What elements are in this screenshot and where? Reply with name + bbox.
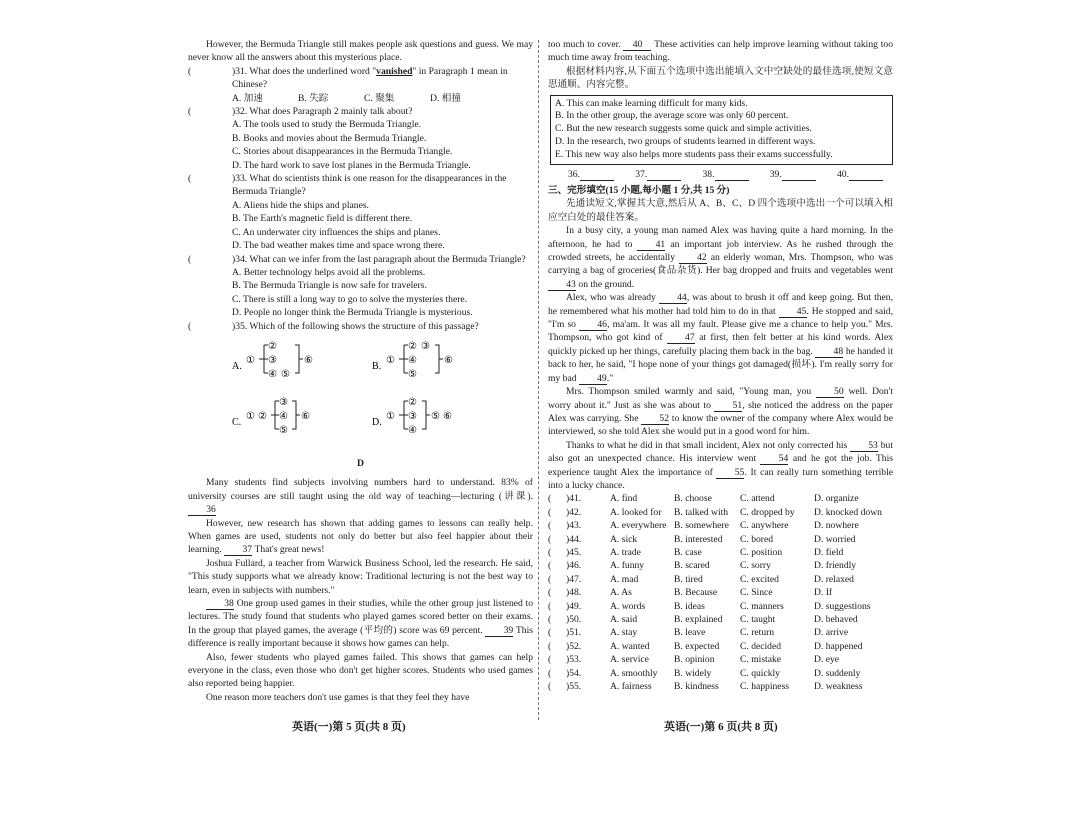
blank-44[interactable]: 44 (659, 292, 687, 304)
answer-paren: ( (188, 65, 192, 77)
option-a[interactable]: A. words (610, 600, 646, 612)
blank-37[interactable]: 37 (224, 544, 252, 556)
cloze-question-48 (548, 586, 893, 599)
q32-option-a: A. The tools used to study the Bermuda Triangle. (232, 119, 422, 131)
cloze-question-51 (548, 626, 893, 639)
blank-40[interactable]: 40 (623, 39, 651, 51)
section-d-title: D (357, 457, 364, 469)
svg-text:③: ③ (421, 340, 430, 352)
cloze-question-55 (548, 680, 893, 693)
svg-text:⑥: ⑥ (301, 410, 310, 422)
answer-paren: ( (548, 681, 552, 693)
q31-options: A. 加速 B. 失踪 C. 聚集 D. 相撞 (232, 92, 461, 104)
answer-paren: ( (548, 587, 552, 599)
option-c[interactable]: C. dropped by (740, 506, 795, 518)
blank-43[interactable]: 43 (548, 279, 576, 291)
question-number: )54. (566, 667, 582, 679)
answer-slot-36[interactable]: 36. (568, 168, 614, 181)
option-d[interactable]: D. weakness (814, 681, 863, 693)
passage-d-paragraph-5: Also, fewer students who played games failed. This shows that games can help everyone in the class, even those who don't get higher scores. Students who used games also reported being happier. (188, 651, 533, 690)
structure-diagram-a (228, 335, 338, 387)
svg-text:③: ③ (268, 354, 277, 366)
blank-45[interactable]: 45 (779, 306, 807, 318)
section-3-instructions: 先通读短文,掌握其大意,然后从 A、B、C、D 四个选项中选出一个可以填入相应空白处的最佳答案。 (548, 198, 893, 223)
option-d[interactable]: D. behaved (814, 614, 858, 626)
box-option-c: C. But the new research suggests some quick and simple activities. (555, 123, 812, 135)
option-b[interactable]: B. leave (674, 627, 706, 639)
section-3-heading: 三、完形填空(15 小题,每小题 1 分,共 15 分) (548, 185, 730, 197)
svg-text:③: ③ (408, 410, 417, 422)
answer-slot-40[interactable]: 40. (837, 168, 883, 181)
blank-42[interactable]: 42 (679, 252, 707, 264)
svg-text:①: ① (246, 354, 255, 366)
svg-text:①: ① (246, 410, 255, 422)
box-option-a: A. This can make learning difficult for many kids. (555, 97, 748, 109)
question-number: )42. (566, 506, 582, 518)
option-d[interactable]: D. organize (814, 493, 859, 505)
option-c[interactable]: C. attend (740, 493, 775, 505)
cloze-question-45 (548, 546, 893, 559)
question-number: )51. (566, 627, 582, 639)
cloze-paragraph-2: Alex, who was already 44, was about to brush it off and keep going. But then, he remembered what his mother had told him to do in that 45. He stopped and said, "I'm so 46, ma'am. It was all my fault. Please give me a chance to help you." Mrs. Thompson, who got kind of 47 at first, then felt better at his kind words. Alex quickly picked up her things, carefully placing them back in the bag. 48 he handed it back to her, he said, "I hope none of your things got damaged(损坏). I'm really sorry for my bad 49." (548, 292, 893, 384)
option-b[interactable]: B. somewhere (674, 520, 729, 532)
svg-text:⑤: ⑤ (279, 424, 288, 436)
q34-option-b: B. The Bermuda Triangle is now safe for travelers. (232, 280, 427, 292)
blank-39[interactable]: 39 (485, 625, 513, 637)
question-number: )52. (566, 640, 582, 652)
option-d[interactable]: D. suggestions (814, 600, 871, 612)
option-b[interactable]: B. case (674, 546, 702, 558)
cloze-question-53 (548, 653, 893, 666)
cloze-question-42 (548, 506, 893, 519)
underlined-word: vanished (376, 65, 413, 77)
structure-diagram-d (368, 391, 488, 443)
cloze-options-list (548, 492, 893, 693)
svg-text:④: ④ (408, 354, 417, 366)
blank-52[interactable]: 52 (641, 413, 669, 425)
option-a[interactable]: A. everywhere (610, 520, 667, 532)
option-c[interactable]: C. bored (740, 533, 774, 545)
question-number: )43. (566, 520, 582, 532)
question-35: ( )35. Which of the following shows the structure of this passage? (188, 320, 479, 332)
blank-36[interactable]: 36 (188, 504, 216, 516)
option-a[interactable]: A. wanted (610, 640, 650, 652)
passage-d-paragraph-2: However, new research has shown that adding games to lessons can really help. When games are used, students not only do better but also feel happier about their learning. 37 That's great news! (188, 517, 533, 556)
svg-text:②: ② (408, 340, 417, 352)
svg-text:②: ② (258, 410, 267, 422)
option-c[interactable]: C. decided (740, 640, 782, 652)
svg-text:⑥: ⑥ (304, 354, 313, 366)
option-b[interactable]: B. talked with (674, 506, 729, 518)
option-a[interactable]: A. mad (610, 573, 639, 585)
cloze-paragraph-3: Mrs. Thompson smiled warmly and said, "Young man, you 50 well. Don't worry about it." Just as she was about to 51, she noticed the address on the paper Alex was carrying. She 52 to know the owner of the company where Alex would be interviewed, so she told Alex she would put in a good word for him. (548, 386, 894, 438)
option-b[interactable]: B. kindness (674, 681, 719, 693)
answer-paren: ( (548, 573, 552, 585)
box-option-b: B. In the other group, the average score was only 60 percent. (555, 110, 789, 122)
cloze-paragraph-1: In a busy city, a young man named Alex was having quite a hard morning. In the afternoon, he had to 41 an important job interview. As he rushed through the crowded streets, he accidentally 42 an elderly woman, Mrs. Thompson, who was carrying a bag of groceries(食品杂货). Her bag dropped and fruits and vegetables went 43 on the ground. (548, 225, 894, 290)
option-a[interactable]: A. stay (610, 627, 638, 639)
option-a[interactable]: A. As (610, 587, 632, 599)
svg-text:④: ④ (279, 410, 288, 422)
option-d[interactable]: D. suddenly (814, 667, 861, 679)
q33-option-d: D. The bad weather makes time and space wrong there. (232, 240, 445, 252)
q32-option-d: D. The hard work to save lost planes in the Bermuda Triangle. (232, 159, 471, 171)
option-c[interactable]: C. manners (740, 600, 784, 612)
option-b[interactable]: B. widely (674, 667, 712, 679)
svg-text:③: ③ (279, 396, 288, 408)
option-a[interactable]: A. looked for (610, 506, 662, 518)
svg-text:⑥: ⑥ (443, 410, 452, 422)
svg-text:⑤: ⑤ (408, 368, 417, 380)
page-footer-left: 英语(一)第 5 页(共 8 页) (292, 721, 406, 733)
option-d[interactable]: D. field (814, 546, 844, 558)
svg-text:①: ① (386, 354, 395, 366)
passage-d-paragraph-4: 38 One group used games in their studies, while the other group just listened to lectures. The study found that students who played games scored better on their exams. In the group that played games, the average (平均的) score was 69 percent. 39 This difference is really important because it shows how games can help. (188, 598, 533, 650)
blank-38[interactable]: 38 (206, 598, 234, 610)
q32-option-c: C. Stories about disappearances in the Bermuda Triangle. (232, 146, 453, 158)
answer-paren: ( (548, 520, 552, 532)
option-b[interactable]: B. Because (674, 587, 718, 599)
cloze-question-44 (548, 533, 893, 546)
answer-row-36-40 (548, 168, 893, 181)
blank-41[interactable]: 41 (637, 239, 665, 251)
left-page (188, 38, 533, 704)
blank-48[interactable]: 48 (815, 346, 843, 358)
answer-paren: ( (548, 600, 552, 612)
answer-paren: ( (548, 493, 552, 505)
structure-diagrams (188, 335, 533, 447)
svg-text:D.: D. (372, 416, 382, 428)
option-c[interactable]: C. sorry (740, 560, 771, 572)
option-b[interactable]: B. expected (674, 640, 720, 652)
option-a[interactable]: A. smoothly (610, 667, 658, 679)
passage-c-last-paragraph: However, the Bermuda Triangle still makes people ask questions and guess. We may never know all the answers about this mysterious place. (188, 39, 533, 64)
svg-text:④: ④ (268, 368, 277, 380)
right-page (548, 38, 893, 693)
question-33: ( )33. What do scientists think is one reason for the disappearances in the Bermuda Triangle? (188, 173, 507, 198)
svg-text:②: ② (268, 340, 277, 352)
option-a[interactable]: A. find (610, 493, 638, 505)
blank-49[interactable]: 49 (579, 373, 607, 385)
option-a[interactable]: A. sick (610, 533, 638, 545)
structure-diagram-b (368, 335, 478, 387)
question-number: )44. (566, 533, 582, 545)
option-a[interactable]: A. said (610, 614, 638, 626)
page-divider (538, 40, 539, 720)
svg-text:⑤: ⑤ (431, 410, 440, 422)
option-c[interactable]: C. anywhere (740, 520, 789, 532)
question-number: )47. (566, 573, 582, 585)
q33-option-a: A. Aliens hide the ships and planes. (232, 199, 369, 211)
option-c[interactable]: C. return (740, 627, 775, 639)
blank-55[interactable]: 55 (716, 467, 744, 479)
option-a[interactable]: A. fairness (610, 681, 652, 693)
option-c[interactable]: C. taught (740, 614, 776, 626)
option-b[interactable]: B. tired (674, 573, 703, 585)
q34-option-d: D. People no longer think the Bermuda Triangle is mysterious. (232, 307, 473, 319)
passage-d-paragraph-3: Joshua Fullard, a teacher from Warwick Business School, led the research. He said, "This study supports what we already know: Traditional lecturing is not the best way to learn, even in subjects with numbers." (188, 557, 533, 596)
cloze-question-46 (548, 559, 893, 572)
question-number: )53. (566, 654, 582, 666)
option-c[interactable]: C. mistake (740, 654, 782, 666)
option-b[interactable]: B. explained (674, 614, 723, 626)
passage-d-end: too much to cover. 40 These activities can help improve learning without taking too much time away from teaching. (548, 39, 893, 64)
blank-51[interactable]: 51 (714, 400, 742, 412)
answer-slot-39[interactable]: 39. (770, 168, 816, 181)
option-d[interactable]: D. relaxed (814, 573, 854, 585)
question-34: ( )34. What can we infer from the last paragraph about the Bermuda Triangle? (188, 253, 526, 265)
answer-paren: ( (548, 654, 552, 666)
option-d[interactable]: D. worried (814, 533, 856, 545)
option-c[interactable]: C. happiness (740, 681, 790, 693)
answer-paren: ( (548, 546, 552, 558)
question-31: ( )31. What does the underlined word "vanished" in Paragraph 1 mean in Chinese? (188, 65, 508, 91)
q33-option-c: C. An underwater city influences the ships and planes. (232, 226, 441, 238)
option-b[interactable]: B. opinion (674, 654, 715, 666)
svg-text:C.: C. (232, 416, 242, 428)
answer-paren: ( (548, 667, 552, 679)
option-d[interactable]: D. happened (814, 640, 863, 652)
option-d[interactable]: D. friendly (814, 560, 857, 572)
page-footer-right: 英语(一)第 6 页(共 8 页) (664, 721, 778, 733)
option-b[interactable]: B. ideas (674, 600, 705, 612)
question-number: )45. (566, 546, 582, 558)
box-option-e: E. This new way also helps more students pass their exams successfully. (555, 148, 833, 160)
question-number: )50. (566, 614, 582, 626)
option-a[interactable]: A. service (610, 654, 649, 666)
cloze-question-50 (548, 613, 893, 626)
cloze-question-52 (548, 640, 893, 653)
cloze-question-54 (548, 667, 893, 680)
q34-option-c: C. There is still a long way to go to solve the mysteries there. (232, 293, 468, 305)
blank-53[interactable]: 53 (850, 440, 878, 452)
option-a[interactable]: A. trade (610, 546, 641, 558)
answer-paren: ( (548, 533, 552, 545)
option-d[interactable]: D. If (814, 587, 833, 599)
option-c[interactable]: C. excited (740, 573, 779, 585)
option-d[interactable]: D. arrive (814, 627, 849, 639)
question-number: )41. (566, 493, 582, 505)
question-number: )46. (566, 560, 582, 572)
box-option-d: D. In the research, two groups of students learned in different ways. (555, 136, 816, 148)
q34-option-a: A. Better technology helps avoid all the problems. (232, 266, 426, 278)
cloze-question-41 (548, 492, 893, 505)
passage-d-paragraph-1: Many students find subjects involving numbers hard to understand. 83% of university courses are still taught using the old way of teaching—lecturing (讲课). 36 (188, 477, 533, 516)
cloze-question-47 (548, 573, 893, 586)
svg-text:⑥: ⑥ (444, 354, 453, 366)
answer-paren: ( (548, 627, 552, 639)
question-number: )49. (566, 600, 582, 612)
section-instructions: 根据材料内容,从下面五个选项中选出能填入文中空缺处的最佳选项,使短文意思通顺、内容完整。 (548, 65, 893, 91)
answer-paren: ( (548, 640, 552, 652)
svg-text:④: ④ (408, 424, 417, 436)
option-c[interactable]: C. quickly (740, 667, 780, 679)
option-c[interactable]: C. position (740, 546, 783, 558)
option-a[interactable]: A. funny (610, 560, 645, 572)
option-d[interactable]: D. eye (814, 654, 840, 666)
answer-paren: ( (548, 614, 552, 626)
option-b[interactable]: B. choose (674, 493, 712, 505)
option-b[interactable]: B. scared (674, 560, 710, 572)
q33-option-b: B. The Earth's magnetic field is different there. (232, 213, 413, 225)
option-b[interactable]: B. interested (674, 533, 723, 545)
answer-slot-38[interactable]: 38. (703, 168, 749, 181)
answer-paren: ( (548, 506, 552, 518)
question-32: ( )32. What does Paragraph 2 mainly talk about? (188, 106, 413, 118)
blank-47[interactable]: 47 (667, 332, 695, 344)
question-number: )55. (566, 681, 582, 693)
blank-50[interactable]: 50 (816, 386, 844, 398)
option-d[interactable]: D. knocked down (814, 506, 882, 518)
svg-text:B.: B. (372, 360, 382, 372)
svg-text:⑤: ⑤ (281, 368, 290, 380)
cloze-question-43 (548, 519, 893, 532)
answer-slot-37[interactable]: 37. (635, 168, 681, 181)
cloze-paragraph-4: Thanks to what he did in that small incident, Alex not only corrected his 53 but also got an unexpected chance. His interview went 54 and he got the job. This experience taught Alex the importance of 55. It can really turn something terrible into a lucky chance. (548, 439, 893, 491)
answer-paren: ( (548, 560, 552, 572)
blank-46[interactable]: 46 (579, 319, 607, 331)
cloze-question-49 (548, 600, 893, 613)
q32-option-b: B. Books and movies about the Bermuda Triangle. (232, 132, 427, 144)
svg-text:①: ① (386, 410, 395, 422)
option-d[interactable]: D. nowhere (814, 520, 859, 532)
svg-text:A.: A. (232, 360, 242, 372)
question-number: )48. (566, 587, 582, 599)
structure-diagram-c (228, 391, 348, 443)
passage-d-paragraph-6: One reason more teachers don't use games is that they feel they have (206, 691, 470, 703)
svg-text:②: ② (408, 396, 417, 408)
option-c[interactable]: C. Since (740, 587, 773, 599)
blank-54[interactable]: 54 (760, 453, 788, 465)
options-box (550, 95, 893, 165)
